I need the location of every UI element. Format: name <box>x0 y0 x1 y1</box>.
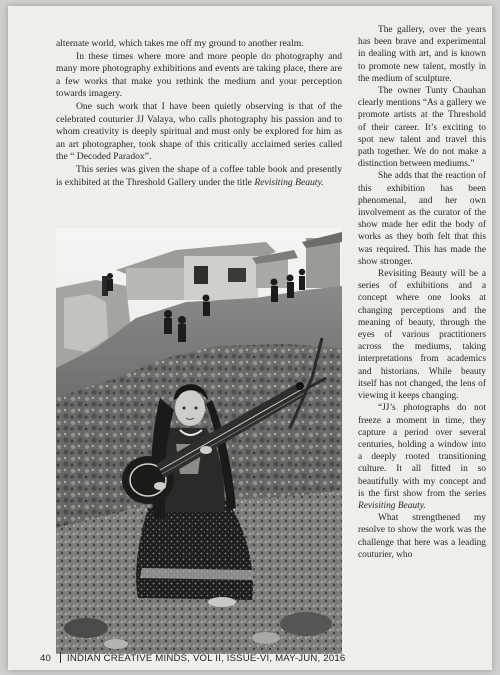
paragraph: One such work that I have been quietly observing is that of the celebrated couturier JJ Valaya, who calls photography his passion and to whom creativity is deeply spiritual and must only be explored for him as an art photographer, took shape of this critically acclaimed series called the “ Decoded Paradox”. <box>56 100 342 163</box>
footer-divider <box>60 652 61 663</box>
magazine-page <box>8 6 492 670</box>
left-column <box>56 38 342 189</box>
paragraph: The owner Tunty Chauhan clearly mentions “As a gallery we promote artists at the Threshold of their career. It’s exciting to spot new talent and travel this path together. We do not make a distinction between mediums.” <box>358 86 486 170</box>
paragraph: Revisiting Beauty will be a series of exhibitions and a concept where one looks at changing perceptions and the meaning of beauty, through the eyes of various practitioners across the mediums, taking interpretations from academics and historians. While beauty itself has not changed, the lens of viewing it keeps changing. <box>358 269 486 402</box>
paragraph <box>56 164 342 189</box>
paragraph: The gallery, over the years has been brave and experimental in dealing with art, and is known to promote new talent, mostly in the medium of sculpture. <box>358 25 486 84</box>
right-column <box>358 24 486 561</box>
paragraph-text: “JJ’s photographs do not freeze a moment in time, they capture a period over several centuries, holding a window into a deeply rooted transitioning culture. It all fitted in so beautifully with my concept and is the first show from the series <box>358 403 486 499</box>
page-footer <box>40 652 460 664</box>
paragraph: In these times where more and more people do photography and many more photography exhibitions and events are taking place, there are a few works that make you rethink the medium and your perception towards imagery. <box>56 50 342 100</box>
paragraph: alternate world, which takes me off my ground to another realm. <box>56 38 304 49</box>
article-photo <box>56 228 342 654</box>
page-number: 40 <box>40 653 52 664</box>
photo-illustration <box>56 228 342 654</box>
paragraph-text: This series was given the shape of a coffee table book and presently is exhibited at the Threshold Gallery under the title <box>56 163 342 188</box>
exhibition-title: Revisiting Beauty. <box>254 176 324 188</box>
paragraph: She adds that the reaction of this exhibition has been phenomenal, and her own involvement as the curator of the show made her edit the body of works as they both felt that this was required. This has made the show stronger. <box>358 171 486 267</box>
paragraph <box>358 402 486 512</box>
publication-line: INDIAN CREATIVE MINDS, VOL II, ISSUE-VI, MAY-JUN, 2016 <box>67 653 346 664</box>
series-title: Revisiting Beauty. <box>358 500 426 511</box>
paragraph: What strengthened my resolve to show the work was the challenge that here was a leading couturier, who <box>358 513 486 560</box>
